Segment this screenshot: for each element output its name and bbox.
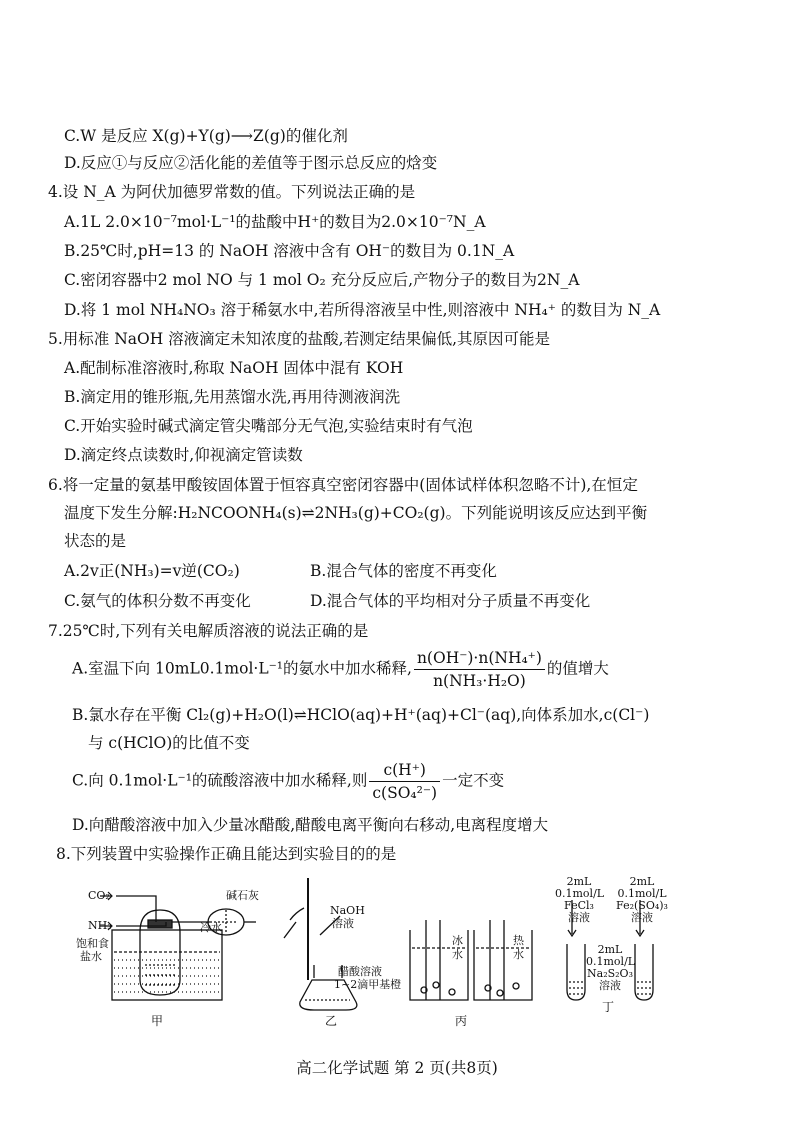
option-4a: A.1L 2.0×10⁻⁷mol·L⁻¹的盐酸中H⁺的数目为2.0×10⁻⁷N_A — [64, 213, 486, 231]
fraction-7c — [369, 760, 440, 803]
ding-right-line: 2mL — [629, 875, 655, 888]
ding-left-reagent — [555, 876, 603, 924]
option-4b: B.25℃时,pH=13 的 NaOH 溶液中含有 OH⁻的数目为 0.1N_A — [64, 242, 515, 260]
caption-ding: 丁 — [602, 1000, 615, 1014]
jia-soda-lime-label: 碱石灰 — [226, 889, 259, 902]
option-7c — [72, 760, 504, 803]
ding-right-line: Fe₂(SO₄)₃ — [616, 899, 668, 912]
option-3d: D.反应①与反应②活化能的差值等于图示总反应的焓变 — [64, 154, 438, 172]
bing-ice-label-2: 水 — [452, 948, 463, 961]
option-5b: B.滴定用的锥形瓶,先用蒸馏水洗,再用待测液润洗 — [64, 388, 401, 406]
page-footer: 高二化学试题 第 2 页(共8页) — [296, 1059, 498, 1077]
caption-jia: 甲 — [151, 1014, 164, 1028]
option-7a-text: A.室温下向 10mL0.1mol·L⁻¹的氨水中加水稀释, — [72, 659, 412, 678]
jia-cold-water-label: 冷水 — [200, 921, 222, 934]
option-6a: A.2v正(NH₃)=v逆(CO₂) — [64, 562, 240, 580]
ding-left-line: 0.1mol/L — [555, 887, 605, 900]
ding-right-line: 0.1mol/L — [617, 887, 667, 900]
fraction-7a-numerator: n(OH⁻)·n(NH₄⁺) — [414, 648, 545, 670]
ding-left-line: FeCl₃ — [564, 899, 594, 912]
option-4c: C.密闭容器中2 mol NO 与 1 mol O₂ 充分反应后,产物分子的数目为2N_A — [64, 271, 580, 289]
option-3c: C.W 是反应 X(g)+Y(g)⟶Z(g)的催化剂 — [64, 127, 348, 145]
question-6-line2: 温度下发生分解:H₂NCOONH₄(s)⇌2NH₃(g)+CO₂(g)。下列能说明该反应达到平衡 — [64, 504, 648, 522]
caption-yi: 乙 — [325, 1014, 338, 1028]
question-6-line1: 6.将一定量的氨基甲酸铵固体置于恒容真空密闭容器中(固体试样体积忽略不计),在恒定 — [48, 476, 638, 494]
question-7: 7.25℃时,下列有关电解质溶液的说法正确的是 — [48, 622, 369, 640]
ding-right-line: 溶液 — [631, 911, 653, 924]
fraction-7c-denominator: c(SO₄²⁻) — [372, 784, 438, 802]
option-6b: B.混合气体的密度不再变化 — [310, 562, 497, 580]
option-7c-text: C.向 0.1mol·L⁻¹的硫酸溶液中加水稀释,则 — [72, 771, 368, 790]
ding-left-line: 溶液 — [568, 911, 590, 924]
bing-hot-label-2: 水 — [513, 948, 524, 961]
option-6d: D.混合气体的平均相对分子质量不再变化 — [310, 592, 591, 610]
option-7a-tail: 的值增大 — [546, 659, 609, 678]
jia-co2-label: CO₂ — [88, 889, 110, 902]
ding-right-reagent — [616, 876, 668, 924]
jia-brine-label-1: 饱和食 — [76, 937, 109, 950]
apparatus-jia — [112, 896, 256, 1000]
option-4d: D.将 1 mol NH₄NO₃ 溶于稀氨水中,若所得溶液呈中性,则溶液中 NH₄⁺ 的数目为 N_A — [64, 301, 661, 319]
caption-bing: 丙 — [455, 1014, 468, 1028]
fraction-7c-numerator: c(H⁺) — [369, 760, 440, 782]
question-8: 8.下列装置中实验操作正确且能达到实验目的的是 — [56, 845, 397, 863]
option-5d: D.滴定终点读数时,仰视滴定管读数 — [64, 446, 303, 464]
option-7c-tail: 一定不变 — [442, 771, 505, 790]
option-5a: A.配制标准溶液时,称取 NaOH 固体中混有 KOH — [64, 359, 404, 377]
jia-brine-label-2: 盐水 — [80, 950, 102, 963]
ding-bottom-reagent — [586, 944, 634, 992]
ding-bottom-line: 溶液 — [599, 979, 621, 992]
option-7a — [72, 648, 609, 691]
apparatus-figure — [0, 860, 794, 1040]
fraction-7a-denominator: n(NH₃·H₂O) — [433, 672, 526, 690]
ding-bottom-line: 2mL — [597, 943, 623, 956]
yi-acid-label-1: 醋酸溶液 — [338, 965, 382, 978]
option-7b-line2: 与 c(HClO)的比值不变 — [88, 734, 250, 752]
jia-nh3-label: NH₃ — [88, 919, 112, 932]
question-4: 4.设 N_A 为阿伏加德罗常数的值。下列说法正确的是 — [48, 183, 416, 201]
ding-left-line: 2mL — [566, 875, 592, 888]
ding-bottom-line: Na₂S₂O₃ — [587, 967, 633, 980]
option-6c: C.氨气的体积分数不再变化 — [64, 592, 251, 610]
yi-acid-label-2: 1~2滴甲基橙 — [334, 978, 402, 991]
bing-hot-label-1: 热 — [513, 934, 524, 947]
option-7d: D.向醋酸溶液中加入少量冰醋酸,醋酸电离平衡向右移动,电离程度增大 — [72, 816, 549, 834]
yi-naoh-label-1: NaOH — [330, 904, 365, 917]
fraction-7a — [414, 648, 545, 691]
option-7b-line1: B.氯水存在平衡 Cl₂(g)+H₂O(l)⇌HClO(aq)+H⁺(aq)+Cl⁻(aq),向体系加水,c(Cl⁻) — [72, 706, 650, 724]
ding-bottom-line: 0.1mol/L — [586, 955, 636, 968]
question-5: 5.用标准 NaOH 溶液滴定未知浓度的盐酸,若测定结果偏低,其原因可能是 — [48, 330, 551, 348]
yi-naoh-label-2: 溶液 — [332, 917, 354, 930]
bing-ice-label-1: 冰 — [452, 934, 463, 947]
question-6-line3: 状态的是 — [64, 532, 127, 550]
option-5c: C.开始实验时碱式滴定管尖嘴部分无气泡,实验结束时有气泡 — [64, 417, 473, 435]
